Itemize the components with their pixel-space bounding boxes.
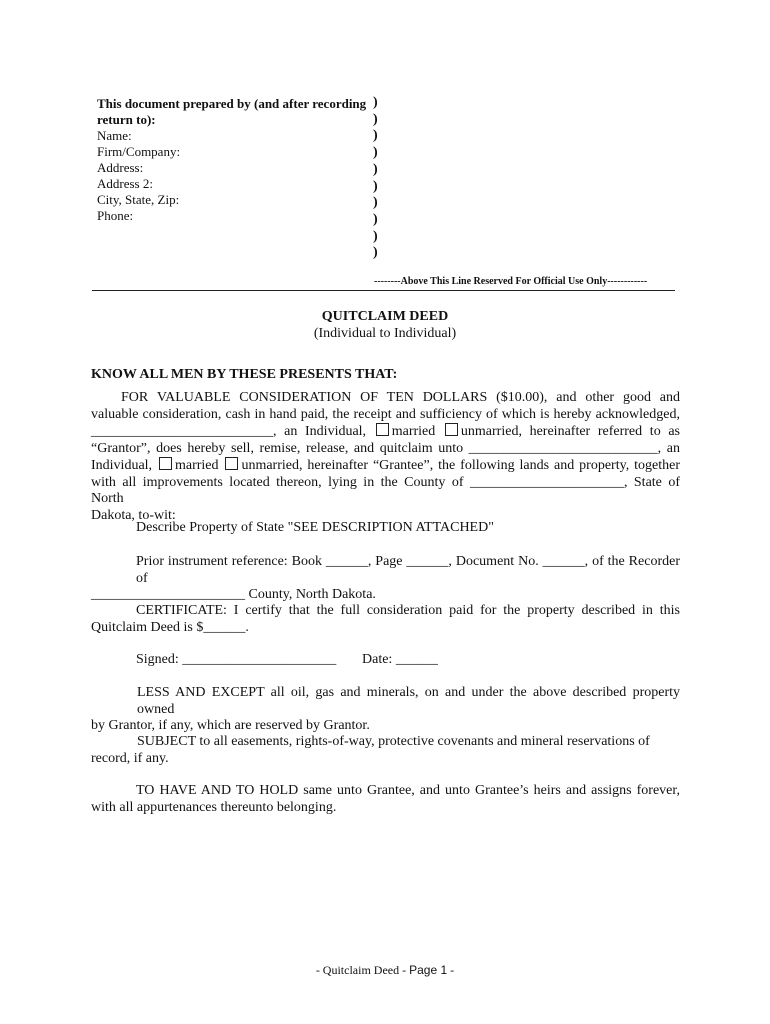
consideration-line-1: FOR VALUABLE CONSIDERATION OF TEN DOLLARS ($10.00), and other good and xyxy=(121,390,680,405)
bracket: ) xyxy=(373,128,378,144)
footer-doc-name: - Quitclaim Deed - xyxy=(315,963,407,977)
bracket-column xyxy=(373,95,385,262)
grantor-name-blank: __________________________, an Individual, xyxy=(91,424,367,439)
certificate-line-2: Quitclaim Deed is $______. xyxy=(91,619,249,635)
reserved-line-note: --------Above This Line Reserved For Official Use Only------------ xyxy=(374,276,648,287)
firm-field-label: Firm/Company: xyxy=(97,144,181,159)
phone-field-label: Phone: xyxy=(97,208,134,223)
header-divider xyxy=(92,290,675,291)
habendum-paragraph xyxy=(91,783,680,816)
name-field-label: Name: xyxy=(97,128,132,143)
consideration-line-3 xyxy=(91,423,680,441)
bracket: ) xyxy=(373,228,378,244)
consideration-line-5 xyxy=(91,457,680,475)
grantor-married-label: married xyxy=(391,424,436,439)
document-title: QUITCLAIM DEED xyxy=(321,309,449,324)
know-all-heading: KNOW ALL MEN BY THESE PRESENTS THAT: xyxy=(91,367,398,382)
habendum-line-1: TO HAVE AND TO HOLD same unto Grantee, and unto Grantee’s heirs and assigns forever, xyxy=(136,783,680,798)
prior-instrument-line-1: Prior instrument reference: Book ______, Page ______, Document No. ______, of the Recorder of xyxy=(136,554,680,586)
consideration-line-7: Dakota, to-wit: xyxy=(91,507,176,523)
prior-instrument-line-2: ______________________ County, North Dakota. xyxy=(91,587,376,602)
habendum-line-2: with all appurtenances thereunto belonging. xyxy=(91,799,337,815)
subject-paragraph xyxy=(91,734,680,767)
less-except-line-2: by Grantor, if any, which are reserved by Grantor. xyxy=(91,718,370,733)
grantee-individual-label: Individual, xyxy=(91,458,153,473)
less-except-line-1: LESS AND EXCEPT all oil, gas and minerals, on and under the above described property owned xyxy=(137,685,680,717)
grantee-married-label: married xyxy=(174,458,219,473)
certificate-paragraph xyxy=(91,603,680,636)
bracket: ) xyxy=(373,111,378,127)
preparer-block xyxy=(97,96,377,224)
subject-line-2: record, if any. xyxy=(91,750,169,766)
subject-line-1: SUBJECT to all easements, rights-of-way, protective covenants and mineral reservations of xyxy=(137,734,650,749)
return-to-heading: return to): xyxy=(97,112,156,127)
grantor-unmarried-checkbox[interactable] xyxy=(445,423,458,436)
bracket: ) xyxy=(373,245,378,261)
city-state-zip-field-label: City, State, Zip: xyxy=(97,192,180,207)
footer-suffix: - xyxy=(450,963,455,977)
bracket: ) xyxy=(373,195,378,211)
footer-page-number: Page 1 xyxy=(409,963,448,977)
bracket: ) xyxy=(373,95,378,110)
consideration-line-6: with all improvements located thereon, lying in the County of ______________________, State of North xyxy=(91,474,680,506)
grantor-unmarried-label: unmarried, hereinafter referred to as xyxy=(460,424,681,439)
bracket: ) xyxy=(373,211,378,227)
prepared-by-heading: This document prepared by (and after recording xyxy=(97,96,367,111)
bracket: ) xyxy=(373,161,378,177)
address2-field-label: Address 2: xyxy=(97,176,153,191)
signed-line: Signed: ______________________ xyxy=(136,652,337,667)
less-except-paragraph xyxy=(91,685,680,735)
bracket: ) xyxy=(373,145,378,161)
grantee-unmarried-checkbox[interactable] xyxy=(225,457,238,470)
grantor-married-checkbox[interactable] xyxy=(376,423,389,436)
bracket: ) xyxy=(373,178,378,194)
certificate-line-1: CERTIFICATE: I certify that the full consideration paid for the property described in this xyxy=(136,603,680,618)
consideration-line-4: “Grantor”, does hereby sell, remise, release, and quitclaim unto ___________________________, an xyxy=(91,440,680,456)
grantee-married-checkbox[interactable] xyxy=(159,457,172,470)
consideration-line-2: valuable consideration, cash in hand paid, the receipt and sufficiency of which is hereby acknowledged, xyxy=(91,406,680,422)
address-field-label: Address: xyxy=(97,160,144,175)
prior-instrument-paragraph xyxy=(91,554,680,604)
consideration-paragraph xyxy=(91,390,680,524)
property-description: Describe Property of State "SEE DESCRIPTION ATTACHED" xyxy=(136,520,494,535)
date-line: Date: ______ xyxy=(362,652,438,667)
page-footer xyxy=(0,963,770,978)
document-subtitle: (Individual to Individual) xyxy=(313,326,457,341)
grantee-unmarried-label: unmarried, hereinafter “Grantee”, the following lands and property, together xyxy=(241,458,680,473)
